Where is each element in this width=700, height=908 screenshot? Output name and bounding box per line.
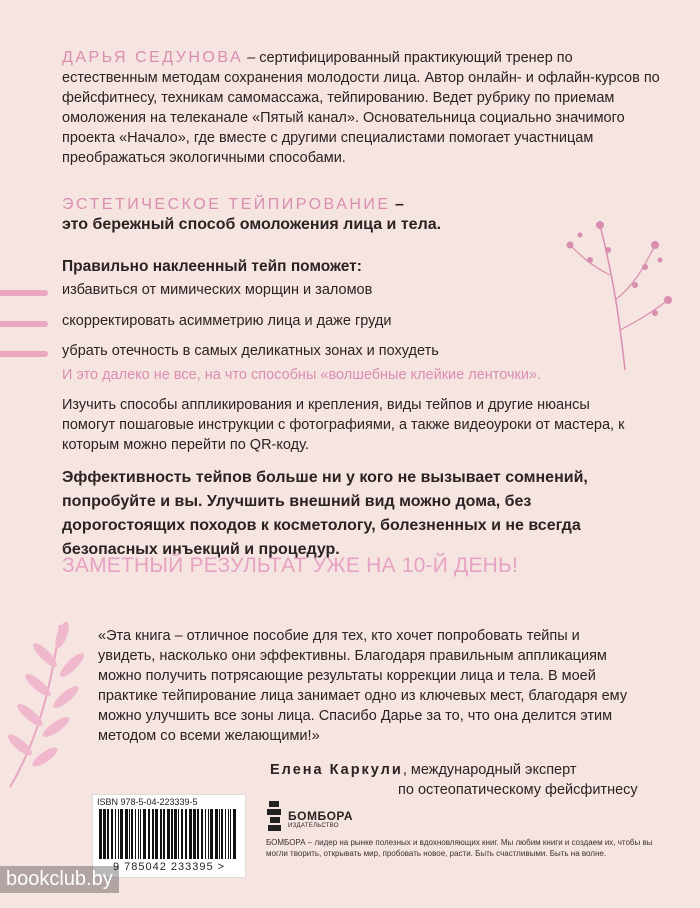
leaf-branch-left-decoration bbox=[0, 615, 100, 790]
not-all-text: И это далеко не все, на что способны «волшебные клейкие ленточки». bbox=[62, 367, 542, 383]
footer-watermark[interactable]: bookclub.by bbox=[0, 866, 119, 893]
tape-intro bbox=[62, 196, 622, 234]
author-name: ДАРЬЯ СЕДУНОВА bbox=[62, 49, 244, 66]
bullet-bar-2 bbox=[0, 321, 48, 327]
result-headline: ЗАМЕТНЫЙ РЕЗУЛЬТАТ УЖЕ НА 10-Й ДЕНЬ! bbox=[62, 554, 519, 577]
help-heading: Правильно наклеенный тейп поможет: bbox=[62, 258, 362, 275]
testimonial-quote: «Эта книга – отличное пособие для тех, кто хочет попробовать тейпы и увидеть, насколько они эффективны. Благодаря правильным аппликациям можно получить потрясающие результаты коррекции лица и тела. В моей практике тейпирование лица занимает одно из ключевых мест, благодаря ему можно улучшить все зоны лица. Спасибо Дарье за то, что она делится этим методом со всеми желающими!» bbox=[98, 628, 628, 744]
tape-title: ЭСТЕТИЧЕСКОЕ ТЕЙПИРОВАНИЕ bbox=[62, 196, 391, 213]
isbn-text: ISBN 978-5-04-223339-5 bbox=[97, 797, 198, 807]
author-bio-text: – сертифицированный практикующий тренер по естественным методам сохранения молодости лица. Автор онлайн- и офлайн-курсов по фейсфитнесу, техникам самомассажа, тейпированию. Ведет рубрику по приемам омоложения на телеканале «Пятый канал». Основательница социально значимого проекта «Начало», где вместе с другими специалистами помогает участницам преображаться экологичными способами. bbox=[62, 50, 660, 166]
publisher-subtitle: ИЗДАТЕЛЬСТВО bbox=[288, 823, 339, 829]
bullet-item-1: избавиться от мимических морщин и заломов bbox=[62, 282, 373, 298]
bullet-item-3: убрать отечность в самых деликатных зонах и похудеть bbox=[62, 343, 439, 359]
learn-paragraph: Изучить способы аппликирования и крепления, виды тейпов и другие нюансы помогут пошаговые инструкции с фотографиями, а также видеоуроки от мастера, к которым можно перейти по QR-коду. bbox=[62, 397, 625, 453]
publisher-blurb: БОМБОРА – лидер на рынке полезных и вдохновляющих книг. Мы любим книги и создаем их, чтобы вы могли творить, открывать мир, пробовать новое, расти. Быть счастливыми. Быть на волне. bbox=[266, 838, 653, 858]
signature-line bbox=[270, 762, 577, 778]
signature-role-2: по остеопатическому фейсфитнесу bbox=[398, 782, 638, 798]
bullet-bar-1 bbox=[0, 290, 48, 296]
tape-subtitle: это бережный способ омоложения лица и тела. bbox=[62, 216, 442, 233]
barcode-bars bbox=[97, 809, 241, 859]
author-bio bbox=[62, 48, 662, 168]
barcode-number: 9 785042 233395 > bbox=[112, 861, 226, 873]
publisher-name: БОМБОРА bbox=[288, 809, 354, 823]
publisher-logo-icon bbox=[266, 799, 284, 833]
tape-dash: – bbox=[390, 196, 404, 213]
effect-paragraph: Эффективность тейпов больше ни у кого не вызывает сомнений, попробуйте и вы. Улучшить внешний вид можно дома, без дорогостоящих походов к косметологу, болезненных и не всегда безопасных инъекций и процедур. bbox=[62, 469, 588, 558]
bullet-bar-3 bbox=[0, 351, 48, 357]
bullet-item-2: скорректировать асимметрию лица и даже груди bbox=[62, 313, 392, 329]
signature-name: Елена Каркули bbox=[270, 762, 403, 778]
signature-role-1: , международный эксперт bbox=[402, 762, 577, 778]
